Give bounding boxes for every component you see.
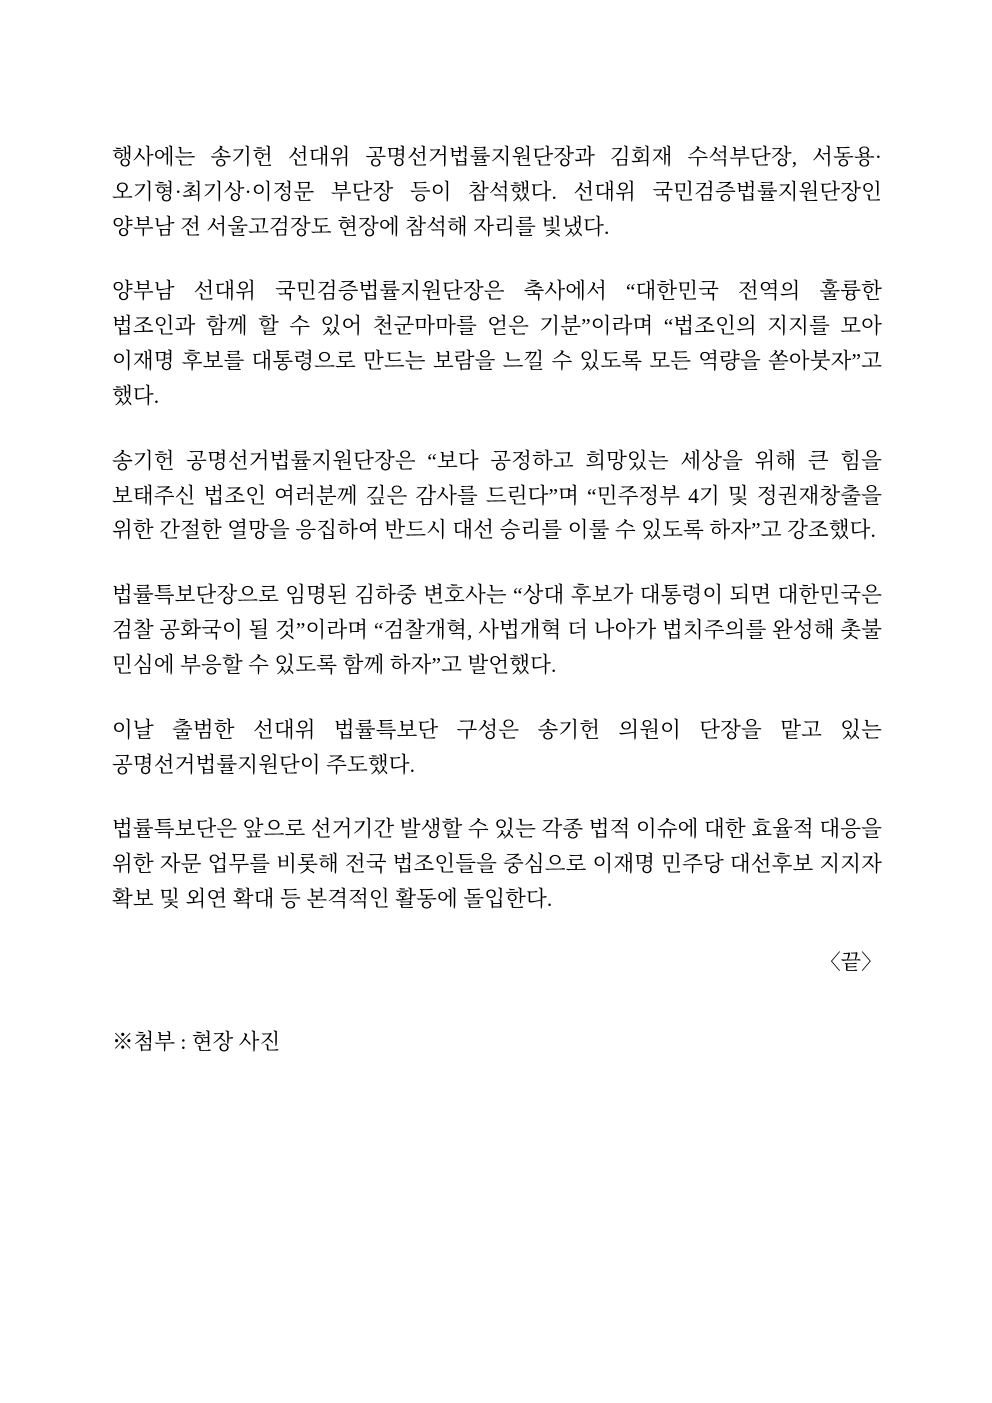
paragraph-3: 송기헌 공명선거법률지원단장은 “보다 공정하고 희망있는 세상을 위해 큰 힘을 보태주신 법조인 여러분께 깊은 감사를 드린다”며 “민주정부 4기 및 정권재창출을 위한 간절한 열망을 응집하여 반드시 대선 승리를 이룰 수 있도록 하자”고 강조했다. (112, 448, 882, 543)
attachment-note: ※첨부 : 현장 사진 (112, 1030, 281, 1055)
end-mark: 〈끝〉 (819, 949, 882, 974)
paragraph-1: 행사에는 송기헌 선대위 공명선거법률지원단장과 김회재 수석부단장, 서동용·오기형·최기상·이정문 부단장 등이 참석했다. 선대위 국민검증법률지원단장인 양부남 전 서울고검장도 현장에 참석해 자리를 빛냈다. (112, 145, 882, 239)
paragraph-4: 법률특보단장으로 임명된 김하중 변호사는 “상대 후보가 대통령이 되면 대한민국은 검찰 공화국이 될 것”이라며 “검찰개혁, 사법개혁 더 나아가 법치주의를 완성해 촛불 민심에 부응할 수 있도록 함께 하자”고 발언했다. (112, 583, 882, 677)
document-body (112, 140, 882, 1059)
paragraph-2: 양부남 선대위 국민검증법률지원단장은 축사에서 “대한민국 전역의 훌륭한 법조인과 함께 할 수 있어 천군마마를 얻은 기분”이라며 “법조인의 지지를 모아 이재명 후보를 대통령으로 만드는 보람을 느낄 수 있도록 모든 역량을 쏟아붓자”고 했다. (112, 279, 882, 408)
paragraph-6: 법률특보단은 앞으로 선거기간 발생할 수 있는 각종 법적 이슈에 대한 효율적 대응을 위한 자문 업무를 비롯해 전국 법조인들을 중심으로 이재명 민주당 대선후보 지지자 확보 및 외연 확대 등 본격적인 활동에 돌입한다. (112, 817, 882, 912)
paragraph-5: 이날 출범한 선대위 법률특보단 구성은 송기헌 의원이 단장을 맡고 있는 공명선거법률지원단이 주도했다. (112, 717, 882, 777)
